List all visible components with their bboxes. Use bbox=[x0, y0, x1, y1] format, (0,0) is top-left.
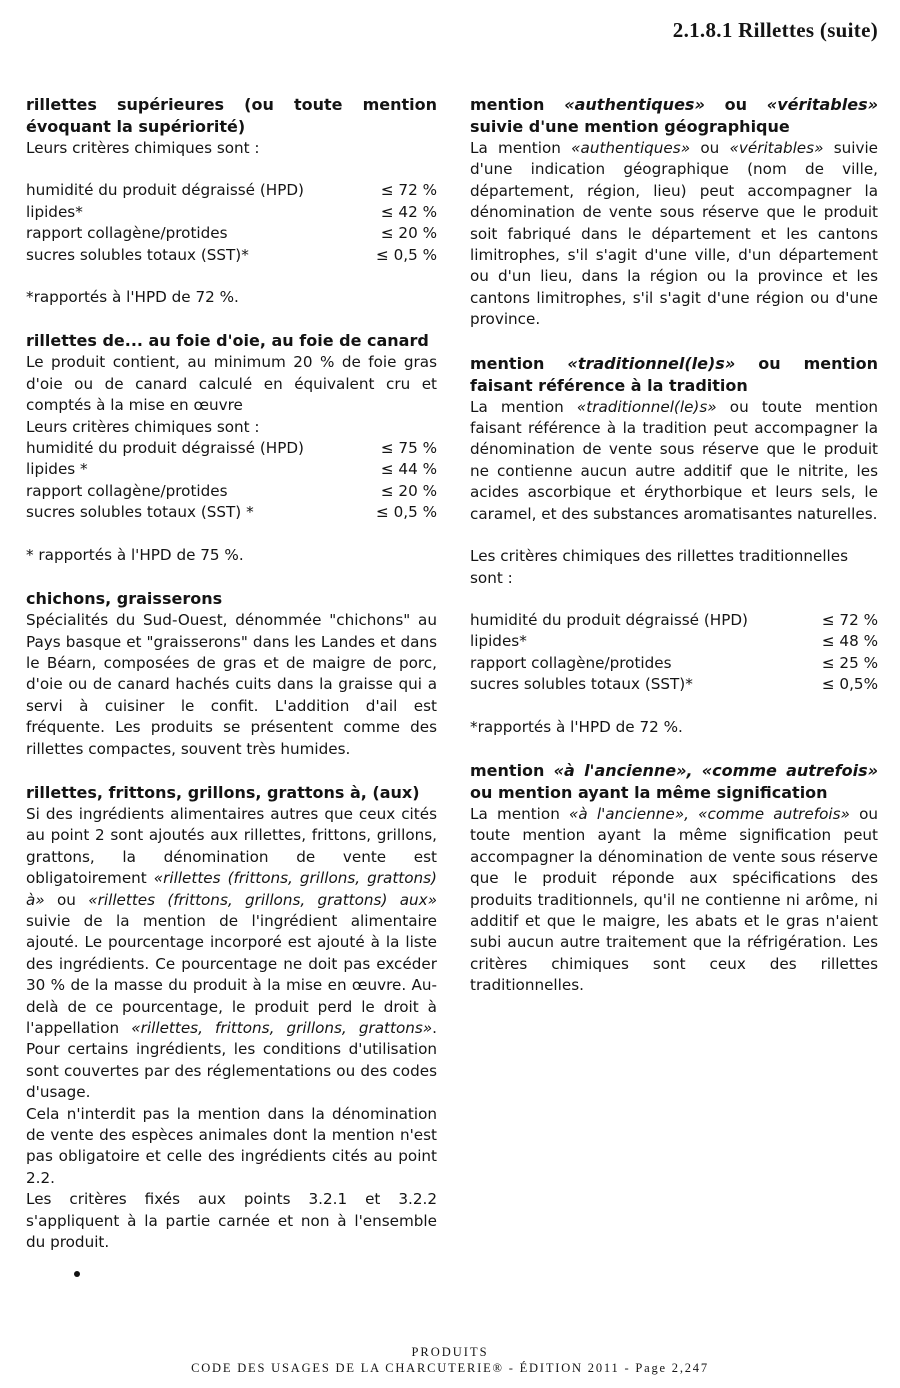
text-run: ou bbox=[704, 95, 767, 114]
text-run: suivie d'une mention géographique bbox=[470, 117, 790, 136]
section-authentiques bbox=[470, 94, 878, 331]
text-run: mention bbox=[470, 760, 554, 780]
section-title: chichons, graisserons bbox=[26, 589, 223, 609]
criteria-label: humidité du produit dégraissé (HPD) bbox=[26, 439, 304, 458]
section-body: Spécialités du Sud-Ouest, dénommée "chichons" au Pays basque et "graisserons" dans les Landes et dans le Béarn, composées de gras et de maigre de porc, d'oie ou de canard hachés cuits dans la graisse qui a servi à cuisiner le confit. L'addition d'ail est fréquente. Les produits se présentent comme des rillettes compactes, souvent très humides. bbox=[26, 611, 437, 758]
text-run: suivie d'une indication géographique (nom de ville, département, région, lieu) peut accompagner la dénomination de vente sous réserve que le produit soit fabriqué dans le département et les cantons limitrophes, s'il s'agit d'une ville, d'un département ou d'un lieu, dans la région ou la province et les cantons limitrophes, s'il s'agit d'une région ou d'une province. bbox=[470, 139, 879, 329]
text-run: ou bbox=[690, 139, 730, 157]
criteria-value: ≤ 44 % bbox=[380, 460, 437, 479]
text-run-italic: «rillettes, frittons, grillons, grattons» bbox=[131, 1019, 433, 1037]
criteria-value: ≤ 0,5 % bbox=[376, 503, 437, 522]
criteria-row bbox=[26, 202, 437, 223]
page-section-title: 2.1.8.1 Rillettes (suite) bbox=[672, 18, 878, 42]
criteria-value: ≤ 25 % bbox=[821, 653, 878, 672]
left-column bbox=[26, 94, 437, 1275]
section-body: Cela n'interdit pas la mention dans la dénomination de vente des espèces animales dont la mention n'est pas obligatoire et celle des ingrédients cités au point 2.2. bbox=[26, 1104, 437, 1187]
text-run: La mention bbox=[470, 139, 572, 157]
section-title bbox=[470, 353, 878, 397]
text-run-italic: «à l'ancienne», «comme autrefois» bbox=[569, 804, 850, 823]
footnote: *rapportés à l'HPD de 72 %. bbox=[470, 717, 683, 736]
section-rillettes-foie bbox=[26, 330, 437, 566]
footnote: *rapportés à l'HPD de 72 %. bbox=[26, 288, 239, 307]
text-run: Si des ingrédients alimentaires autres que ceux cités au point 2 sont ajoutés aux rillettes, frittons, grillons, grattons, la dénomination de vente est obligatoirement bbox=[26, 804, 437, 888]
section-chichons bbox=[26, 588, 437, 760]
criteria-row bbox=[26, 438, 437, 459]
criteria-value: ≤ 75 % bbox=[380, 439, 437, 458]
text-run-italic: «véritables» bbox=[766, 95, 879, 114]
criteria-label: humidité du produit dégraissé (HPD) bbox=[26, 181, 304, 200]
section-title bbox=[470, 760, 878, 804]
criteria-intro: Leurs critères chimiques sont : bbox=[26, 139, 260, 157]
criteria-list bbox=[26, 438, 437, 524]
text-run: mention bbox=[470, 353, 568, 373]
text-run: ou toute mention ayant la même signification peut accompagner la dénomination de vente sous réserve que le produit réponde aux spécifications des produits traditionnels, qu'il ne contienne ni arôme, ni additif et que le maigre, les abats et le gras n'aient subi aucun autre traitement que la réfrigération. Les critères chimiques sont ceux des rillettes traditionnelles. bbox=[470, 804, 879, 995]
text-run: ou bbox=[44, 890, 89, 909]
criteria-label: rapport collagène/protides bbox=[26, 224, 228, 243]
section-body bbox=[470, 138, 878, 331]
text-run-italic: «traditionnel(le)s» bbox=[567, 353, 736, 373]
scan-dot-mark bbox=[74, 1271, 80, 1277]
criteria-label: rapport collagène/protides bbox=[470, 653, 672, 672]
criteria-label: rapport collagène/protides bbox=[26, 481, 228, 500]
right-column bbox=[470, 94, 878, 1019]
criteria-value: ≤ 72 % bbox=[821, 610, 878, 629]
footer-edition: CODE DES USAGES DE LA CHARCUTERIE® - ÉDITION 2011 - Page 2,247 bbox=[191, 1361, 709, 1375]
criteria-row bbox=[26, 459, 437, 480]
criteria-label: humidité du produit dégraissé (HPD) bbox=[470, 610, 748, 629]
section-ancienne bbox=[470, 760, 878, 997]
criteria-row bbox=[26, 481, 437, 502]
section-ingredients bbox=[26, 782, 437, 1254]
text-run-italic: «rillettes (frittons, grillons, grattons) à» bbox=[26, 869, 437, 909]
criteria-label: sucres solubles totaux (SST) * bbox=[26, 503, 254, 522]
criteria-value: ≤ 0,5 % bbox=[376, 245, 437, 264]
section-body bbox=[470, 397, 878, 525]
text-run-italic: «à l'ancienne», «comme autrefois» bbox=[553, 760, 879, 780]
criteria-row bbox=[26, 180, 437, 201]
text-run-italic: «traditionnel(le)s» bbox=[576, 397, 717, 416]
criteria-label: lipides* bbox=[470, 632, 527, 651]
criteria-row bbox=[470, 674, 878, 695]
criteria-row bbox=[26, 502, 437, 523]
criteria-row bbox=[26, 223, 437, 244]
text-run: ou mention ayant la même signification bbox=[470, 782, 828, 802]
criteria-value: ≤ 20 % bbox=[380, 481, 437, 500]
text-run: mention bbox=[470, 95, 565, 114]
criteria-value: ≤ 20 % bbox=[380, 224, 437, 243]
criteria-label: sucres solubles totaux (SST)* bbox=[26, 245, 249, 264]
criteria-value: ≤ 42 % bbox=[380, 202, 437, 221]
criteria-row bbox=[470, 631, 878, 652]
section-title bbox=[470, 94, 878, 138]
section-body: Le produit contient, au minimum 20 % de foie gras d'oie ou de canard calculé en équivalent cru et comptés à la mise en œuvre bbox=[26, 353, 437, 415]
criteria-intro: Leurs critères chimiques sont : bbox=[26, 417, 260, 436]
criteria-label: lipides * bbox=[26, 460, 88, 479]
criteria-value: ≤ 0,5% bbox=[821, 675, 878, 694]
section-body bbox=[26, 804, 437, 1104]
criteria-row bbox=[26, 245, 437, 266]
criteria-list bbox=[470, 610, 878, 696]
criteria-intro: Les critères chimiques des rillettes traditionnelles sont : bbox=[470, 547, 849, 587]
text-run-italic: «rillettes (frittons, grillons, grattons) aux» bbox=[88, 890, 437, 909]
footer-category: PRODUITS bbox=[411, 1345, 489, 1359]
criteria-value: ≤ 72 % bbox=[380, 181, 437, 200]
text-run: suivie de la mention de l'ingrédient alimentaire ajouté. Le pourcentage incorporé est ajouté à la liste des ingrédients. Ce pourcentage ne doit pas excéder 30 % de la masse du produit à la mise en œuvre. Au-delà de ce pourcentage, le produit perd le droit à l'appellation bbox=[26, 911, 437, 1037]
text-run-italic: «authentiques» bbox=[564, 95, 705, 114]
section-body: Les critères fixés aux points 3.2.1 et 3.2.2 s'appliquent à la partie carnée et non à l'ensemble du produit. bbox=[26, 1190, 437, 1252]
text-run: ou toute mention faisant référence à la tradition peut accompagner la dénomination de vente sous réserve que le produit ne contienne aucun autre additif que le nitrite, les acides ascorbique et érythorbique et leurs sels, le caramel, et des substances aromatisantes naturelles. bbox=[470, 397, 878, 523]
criteria-value: ≤ 48 % bbox=[821, 632, 878, 651]
criteria-list bbox=[26, 180, 437, 266]
section-traditionnel bbox=[470, 353, 878, 738]
section-title: rillettes, frittons, grillons, grattons à, (aux) bbox=[26, 782, 420, 802]
text-run-italic: «authentiques» bbox=[571, 139, 691, 157]
section-title: rillettes supérieures (ou toute mention évoquant la supériorité) bbox=[26, 95, 437, 136]
criteria-label: sucres solubles totaux (SST)* bbox=[470, 675, 693, 694]
page-footer bbox=[0, 1344, 900, 1376]
criteria-label: lipides* bbox=[26, 202, 83, 221]
section-body bbox=[470, 804, 878, 997]
text-run: La mention bbox=[470, 804, 570, 823]
criteria-row bbox=[470, 653, 878, 674]
text-run-italic: «véritables» bbox=[729, 139, 824, 157]
footnote: * rapportés à l'HPD de 75 %. bbox=[26, 545, 244, 564]
section-rillettes-superieures bbox=[26, 94, 437, 308]
text-run: . Pour certains ingrédients, les conditions d'utilisation sont couvertes par des réglementations ou des codes d'usage. bbox=[26, 1019, 437, 1102]
section-title: rillettes de... au foie d'oie, au foie de canard bbox=[26, 331, 429, 351]
text-run: ou mention faisant référence à la tradition bbox=[470, 353, 879, 395]
text-run: La mention bbox=[470, 397, 577, 416]
criteria-row bbox=[470, 610, 878, 631]
